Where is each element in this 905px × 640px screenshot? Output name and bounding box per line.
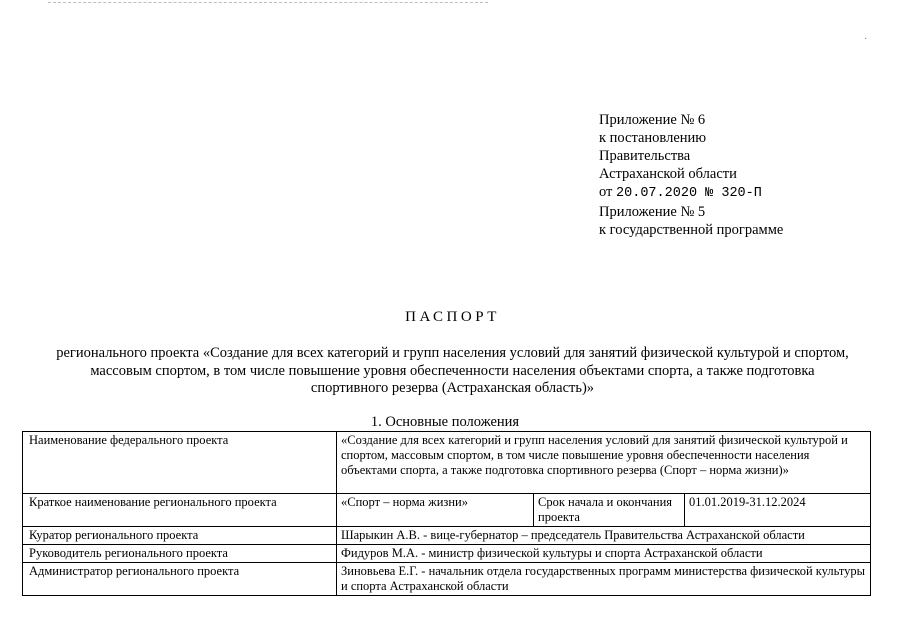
scan-mark: ·: [864, 34, 868, 45]
appendix-line: к постановлению: [599, 130, 707, 146]
section-title: 1. Основные положения: [370, 414, 520, 430]
document-subtitle: регионального проекта «Создание для всех категорий и групп населения условий для занятий физической культурой и спортом, массовым спортом, в том числе повышение уровня обеспеченности населения объектами спорта, а также подготовка спортивного резерва (Астраханская область)»: [56, 345, 849, 396]
date-prefix: от: [599, 184, 613, 200]
federal-project-value: «Создание для всех категорий и групп населения условий для занятий физической культурой и спортом, массовым спортом, в том числе повышение уровня обеспеченности населения объектами спорта, а также подготовка спортивного резерва (Спорт – норма жизни)»: [337, 432, 871, 494]
date-stamp: 20.07.2020 № 320-П: [616, 186, 762, 201]
table-row: [23, 432, 871, 494]
appendix-date-line: [599, 183, 783, 203]
curator-value: Шарыкин А.В. - вице-губернатор – председатель Правительства Астраханской области: [337, 527, 871, 545]
term-value: 01.01.2019-31.12.2024: [685, 494, 871, 527]
appendix-line: Правительства: [599, 148, 691, 164]
curator-label: Куратор регионального проекта: [23, 527, 337, 545]
head-value: Фидуров М.А. - министр физической культуры и спорта Астраханской области: [337, 545, 871, 563]
appendix-line: Астраханской области: [599, 166, 737, 182]
appendix-line: Приложение № 6: [599, 112, 706, 128]
short-name-value: «Спорт – норма жизни»: [337, 494, 534, 527]
head-label: Руководитель регионального проекта: [23, 545, 337, 563]
appendix-line: к государственной программе: [599, 222, 784, 238]
admin-value: Зиновьева Е.Г. - начальник отдела государственных программ министерства физической культуры и спорта Астраханской области: [337, 563, 871, 596]
table-row: [23, 545, 871, 563]
scan-header-artifact: [48, 2, 488, 6]
table-row: [23, 494, 871, 527]
appendix-block: [599, 111, 783, 239]
document-title: ПАСПОРТ: [405, 309, 500, 325]
short-name-label: Краткое наименование регионального проекта: [23, 494, 337, 527]
table-row: [23, 527, 871, 545]
appendix-line: Приложение № 5: [599, 204, 706, 220]
federal-project-label: Наименование федерального проекта: [23, 432, 337, 494]
main-provisions-table: [22, 431, 871, 596]
table-row: [23, 563, 871, 596]
term-label: Срок начала и окончания проекта: [534, 494, 685, 527]
admin-label: Администратор регионального проекта: [23, 563, 337, 596]
